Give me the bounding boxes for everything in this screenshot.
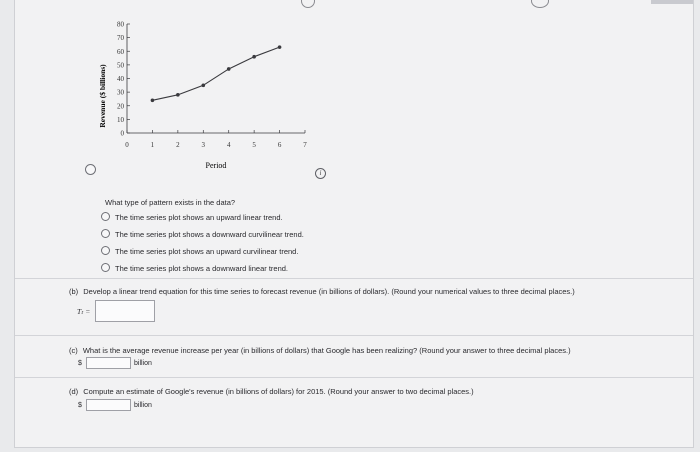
option-upward-linear[interactable]	[101, 212, 304, 229]
y-tick-label: 70	[117, 34, 124, 43]
radio-icon[interactable]	[101, 229, 110, 238]
part-c-text	[69, 346, 571, 355]
question-card	[14, 0, 694, 448]
x-axis-label: Period	[205, 161, 227, 170]
unit-label: billion	[134, 402, 152, 409]
part-c-question: What is the average revenue increase per year (in billions of dollars) that Google has been realizing? (Round your answer to three decimal places.)	[82, 346, 571, 355]
divider	[15, 278, 693, 279]
y-axis-label: Revenue ($ billions)	[98, 64, 107, 128]
part-b-question: Develop a linear trend equation for this time series to forecast revenue (in billions of dollars). (Round your numerical values to three decimal places.)	[83, 287, 575, 296]
chart-option-radio[interactable]	[85, 164, 96, 175]
y-tick-label: 60	[117, 47, 124, 56]
unit-label: billion	[134, 360, 152, 367]
option-label: The time series plot shows an upward linear trend.	[115, 213, 283, 222]
y-tick-label: 0	[120, 129, 124, 138]
series-line	[152, 47, 279, 100]
radio-icon[interactable]	[101, 263, 110, 272]
part-c-label: (c)	[69, 346, 78, 355]
option-upward-curvilinear[interactable]	[101, 246, 304, 263]
x-tick-label: 1	[150, 141, 155, 149]
part-d-label: (d)	[69, 387, 79, 396]
data-point	[278, 45, 282, 49]
x-tick-label: 0	[125, 141, 129, 149]
part-b-text	[69, 287, 575, 296]
x-tick-label: 2	[176, 141, 180, 149]
divider	[15, 335, 693, 336]
x-tick-label: 6	[277, 141, 282, 149]
revenue-chart	[93, 18, 333, 178]
option-label: The time series plot shows a downward curvilinear trend.	[115, 230, 304, 239]
option-label: The time series plot shows an upward curvilinear trend.	[115, 247, 299, 256]
currency-symbol: $	[78, 360, 82, 367]
y-tick-label: 40	[117, 75, 124, 83]
x-tick-label: 4	[226, 141, 231, 149]
chart-area	[93, 18, 333, 178]
data-point	[201, 84, 205, 88]
partial-circle-icon	[531, 0, 549, 8]
option-downward-curvilinear[interactable]	[101, 229, 304, 246]
data-point	[176, 93, 180, 97]
question-a-prompt: What type of pattern exists in the data?	[105, 198, 236, 207]
data-point	[227, 67, 231, 71]
top-strip	[651, 0, 693, 4]
average-increase-input[interactable]	[86, 357, 131, 369]
y-tick-label: 20	[117, 102, 124, 111]
x-tick-label: 3	[201, 141, 206, 149]
y-tick-label: 50	[117, 61, 124, 70]
radio-icon[interactable]	[101, 212, 110, 221]
radio-icon[interactable]	[101, 246, 110, 255]
info-icon[interactable]: i	[315, 168, 326, 179]
trend-equation-input[interactable]	[95, 300, 155, 322]
partial-circle-icon	[301, 0, 315, 8]
y-tick-label: 80	[117, 20, 124, 29]
part-b-label: (b)	[69, 287, 79, 296]
y-tick-label: 10	[117, 115, 124, 124]
data-point	[252, 55, 256, 59]
options-list	[101, 212, 304, 280]
x-tick-label: 5	[252, 141, 256, 149]
data-point	[151, 99, 155, 103]
trend-equation-label: Tₜ =	[77, 307, 91, 316]
option-label: The time series plot shows a downward linear trend.	[115, 264, 288, 273]
currency-symbol: $	[78, 402, 82, 409]
part-d-text	[69, 387, 474, 396]
part-d-question: Compute an estimate of Google's revenue (in billions of dollars) for 2015. (Round your answer to two decimal places.)	[83, 387, 474, 396]
divider	[15, 377, 693, 378]
revenue-estimate-input[interactable]	[86, 399, 131, 411]
x-tick-label: 7	[303, 141, 307, 149]
y-tick-label: 30	[117, 88, 124, 97]
